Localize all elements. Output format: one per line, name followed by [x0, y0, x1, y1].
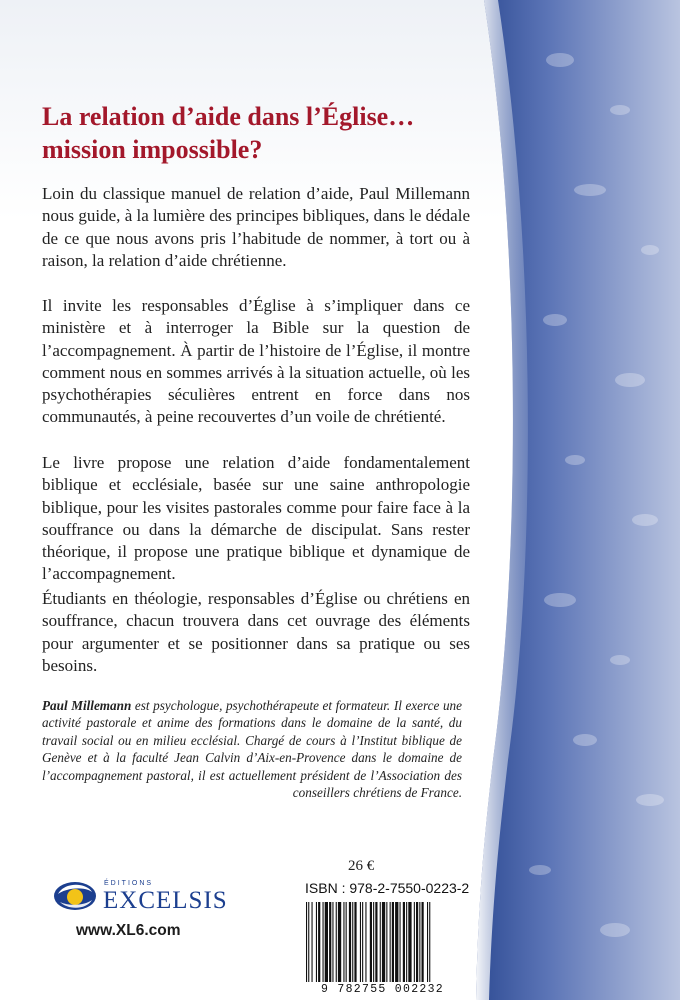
- paragraph-1: Loin du classique manuel de relation d’aide, Paul Millemann nous guide, à la lumière des principes bibliques, dans le dédale de ce que nous avons pris l’habitude de nommer, à tort ou à raison, la relation d’aide chrétienne.: [42, 184, 470, 270]
- publisher-website: www.XL6.com: [76, 922, 181, 939]
- paragraph-4: Étudiants en théologie, responsables d’Église ou chrétiens en souffrance, chacun trouvera dans cet ouvrage des éléments pour argumenter et se positionner dans sa pratique ou ses besoins.: [42, 589, 470, 675]
- barcode-digits: 9 782755 002232: [320, 983, 445, 996]
- isbn: ISBN : 978-2-7550-0223-2: [305, 880, 470, 896]
- author-name: Paul Millemann: [42, 698, 132, 713]
- title-line-1: La relation d’aide dans l’Église…: [42, 102, 415, 131]
- paragraph-2: Il invite les responsables d’Église à s’impliquer dans ce ministère et à interroger la Bible sur la question de l’accompagnement. À partir de l’histoire de l’Église, il montre comment nous en sommes arrivés à la situation actuelle, où les psychothérapies séculières entrent en force dans nos communautés, à peine recouvertes d’un voile de chrétienté.: [42, 296, 470, 427]
- back-cover-title: [42, 100, 462, 166]
- price: 26 €: [348, 858, 375, 874]
- author-bio-text: est psychologue, psychothérapeute et formateur. Il exerce une activité pastorale et anime des formations dans le domaine de la santé, du travail social ou en milieu ecclésial. Chargé de cours à l’Institut biblique de Genève et à la faculté Jean Calvin d’Aix-en-Provence dans le domaine de l’accompagnement pastoral, il est actuellement président de l’Association des conseillers chrétiens de France.: [42, 698, 462, 801]
- barcode-area: [296, 900, 466, 996]
- paragraph-3: Le livre propose une relation d’aide fondamentalement biblique et ecclésiale, basée sur une saine anthropologie biblique, pour les visites pastorales comme pour faire face à la souffrance ou dans la démarche de discipulat. Sans rester théorique, il propose une pratique biblique et dynamique de l’accompagnement.: [42, 453, 470, 584]
- ean13-barcode-icon: [296, 902, 466, 986]
- title-line-2: mission impossible?: [42, 135, 263, 164]
- publisher-name: EXCELSIS: [103, 887, 228, 914]
- excelsis-swirl-logo-icon: [52, 872, 98, 918]
- publisher-editions-label: ÉDITIONS: [104, 880, 154, 887]
- author-bio: [42, 697, 462, 801]
